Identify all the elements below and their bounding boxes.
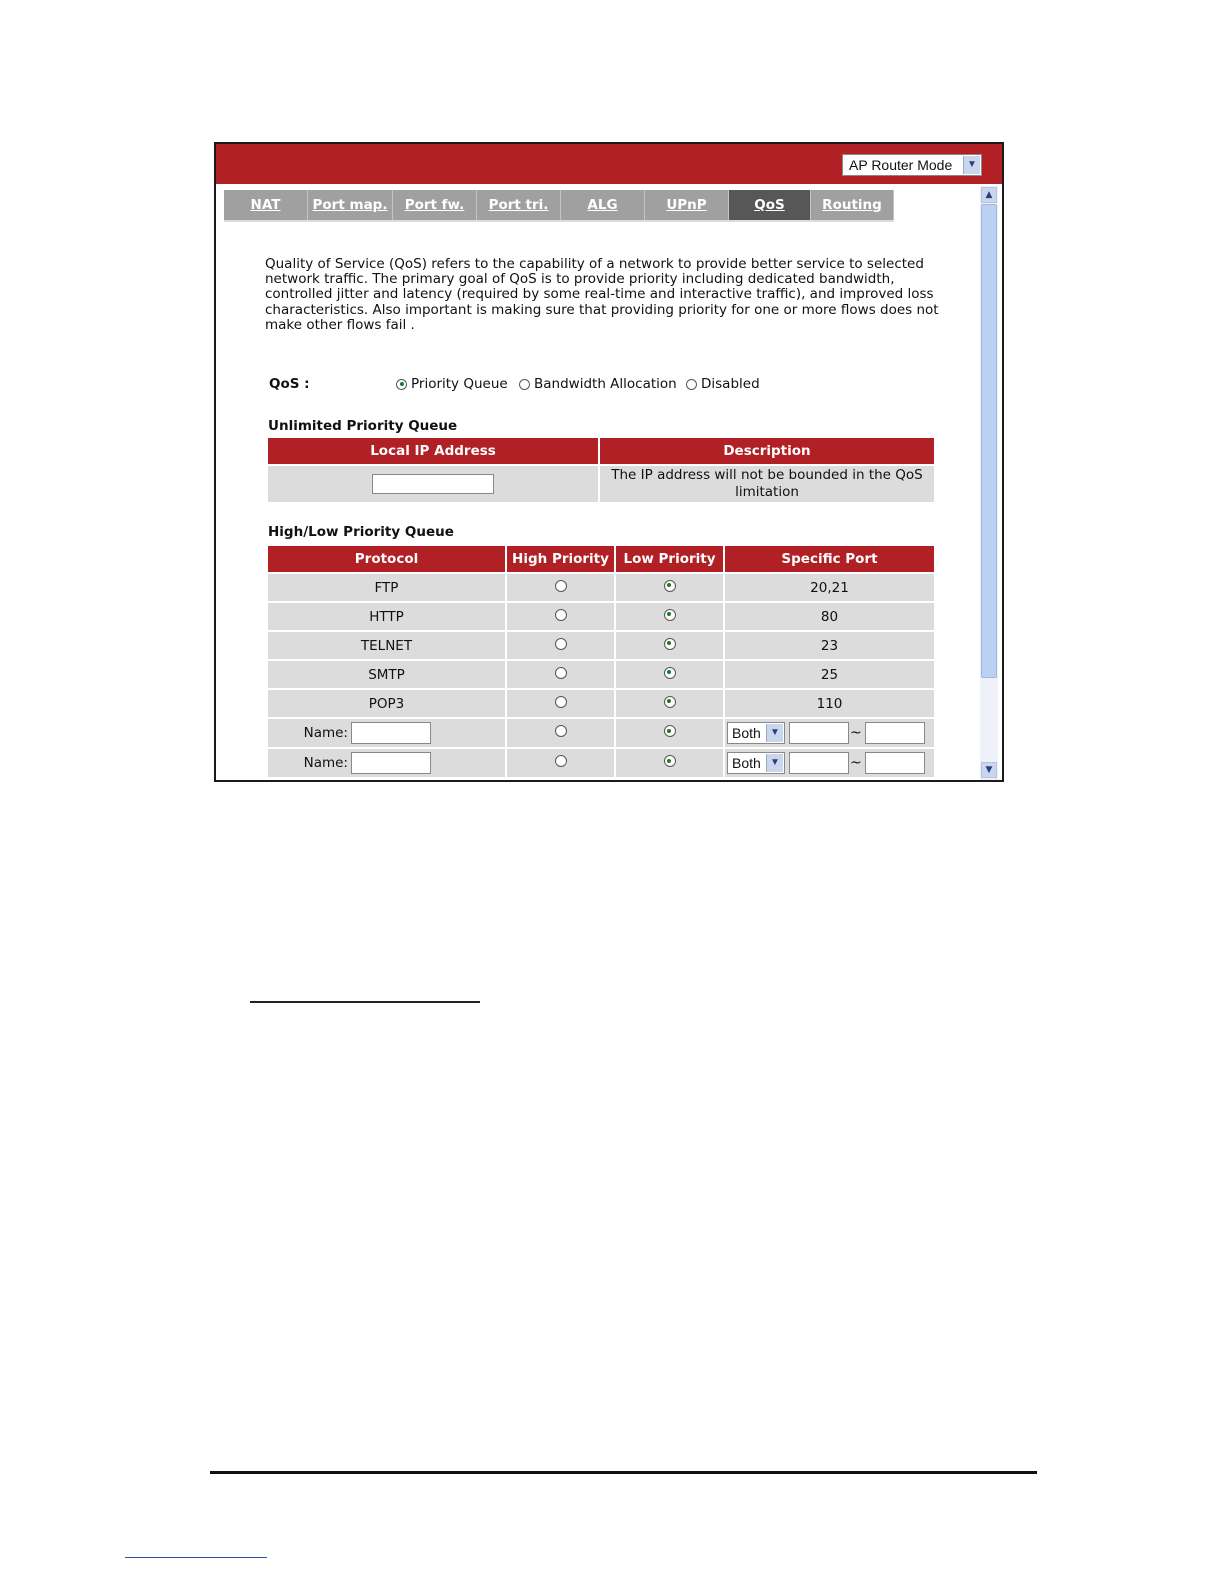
hilo-queue-title: High/Low Priority Queue <box>268 524 454 540</box>
custom-table-row <box>268 749 934 777</box>
protocol-cell: SMTP <box>268 661 505 688</box>
protocol-cell: FTP <box>268 574 505 601</box>
protocol-cell: POP3 <box>268 690 505 717</box>
scroll-down-icon[interactable]: ▼ <box>981 762 997 778</box>
unlimited-queue-table <box>266 436 936 504</box>
mode-select[interactable] <box>842 154 982 176</box>
scroll-thumb[interactable] <box>981 204 997 678</box>
protocol-cell: TELNET <box>268 632 505 659</box>
chevron-down-icon: ▼ <box>963 156 980 174</box>
tab-alg[interactable]: ALG <box>561 190 645 220</box>
col-local-ip: Local IP Address <box>268 438 598 464</box>
name-label: Name: <box>303 725 348 741</box>
table-row <box>268 632 934 659</box>
header-bar <box>216 144 1002 184</box>
radio-disabled[interactable] <box>686 379 697 390</box>
qos-option-disabled[interactable] <box>686 376 760 392</box>
tab-nat[interactable]: NAT <box>224 190 308 220</box>
high-priority-cell <box>507 632 614 659</box>
tab-underline <box>224 220 894 222</box>
tab-port-fw[interactable]: Port fw. <box>393 190 477 220</box>
high-priority-radio[interactable] <box>555 725 567 737</box>
high-priority-cell <box>507 603 614 630</box>
high-priority-radio[interactable] <box>555 667 567 679</box>
qos-description: Quality of Service (QoS) refers to the capability of a network to provide better service to selected network traffic. The primary goal of QoS is to provide priority including dedicated bandwidth, controlled jitter and latency (required by some real-time and interactive traffic), and improved loss characteristics. Also important is making sure that providing priority for one or more flows does not make other flows fail . <box>265 256 939 333</box>
low-priority-radio[interactable] <box>664 580 676 592</box>
low-priority-radio[interactable] <box>664 696 676 708</box>
port-range-separator: ~ <box>850 755 862 771</box>
port-cell: 20,21 <box>725 574 934 601</box>
high-priority-radio[interactable] <box>555 580 567 592</box>
port-type-select[interactable] <box>727 722 785 744</box>
mode-select-value: AP Router Mode <box>849 157 953 173</box>
low-priority-cell <box>616 603 723 630</box>
qos-option-label: Priority Queue <box>411 376 508 392</box>
tab-qos[interactable]: QoS <box>729 190 811 220</box>
low-priority-radio[interactable] <box>664 725 676 737</box>
table-row <box>268 603 934 630</box>
low-priority-cell <box>616 690 723 717</box>
col-specific-port: Specific Port <box>725 546 934 572</box>
low-priority-radio[interactable] <box>664 609 676 621</box>
col-protocol: Protocol <box>268 546 505 572</box>
qos-label: QoS : <box>269 376 310 392</box>
port-type-value: Both <box>732 755 761 771</box>
col-high-priority: High Priority <box>507 546 614 572</box>
router-config-window <box>214 142 1004 782</box>
custom-table-row <box>268 719 934 747</box>
qos-option-label: Disabled <box>701 376 760 392</box>
port-type-select[interactable] <box>727 752 785 774</box>
port-cell: 80 <box>725 603 934 630</box>
table-row <box>268 574 934 601</box>
footer-link-underline <box>125 1557 267 1558</box>
scroll-up-icon[interactable]: ▲ <box>981 187 997 203</box>
col-description: Description <box>600 438 934 464</box>
port-end-input[interactable] <box>865 722 925 744</box>
footer-rule <box>210 1471 1037 1474</box>
unlimited-description: The IP address will not be bounded in the QoS limitation <box>600 466 934 502</box>
high-priority-radio[interactable] <box>555 638 567 650</box>
low-priority-cell <box>616 719 723 747</box>
custom-name-cell <box>268 749 505 777</box>
high-priority-radio[interactable] <box>555 609 567 621</box>
qos-option-priority-queue[interactable] <box>396 376 508 392</box>
tab-upnp[interactable]: UPnP <box>645 190 729 220</box>
port-start-input[interactable] <box>789 722 849 744</box>
custom-port-cell <box>725 749 934 777</box>
name-label: Name: <box>303 755 348 771</box>
tab-port-map[interactable]: Port map. <box>308 190 393 220</box>
low-priority-radio[interactable] <box>664 755 676 767</box>
local-ip-cell <box>268 466 598 502</box>
port-cell: 23 <box>725 632 934 659</box>
port-range-separator: ~ <box>850 725 862 741</box>
custom-name-input[interactable] <box>351 752 431 774</box>
unlimited-queue-title: Unlimited Priority Queue <box>268 418 458 434</box>
chevron-down-icon: ▼ <box>766 724 783 742</box>
low-priority-cell <box>616 574 723 601</box>
custom-port-cell <box>725 719 934 747</box>
custom-name-cell <box>268 719 505 747</box>
qos-option-bandwidth-allocation[interactable] <box>519 376 677 392</box>
qos-option-label: Bandwidth Allocation <box>534 376 677 392</box>
radio-bandwidth-allocation[interactable] <box>519 379 530 390</box>
tab-port-tri[interactable]: Port tri. <box>477 190 561 220</box>
section-rule <box>250 1001 480 1003</box>
local-ip-input[interactable] <box>372 474 494 494</box>
high-priority-radio[interactable] <box>555 755 567 767</box>
protocol-cell: HTTP <box>268 603 505 630</box>
low-priority-cell <box>616 749 723 777</box>
custom-name-input[interactable] <box>351 722 431 744</box>
chevron-down-icon: ▼ <box>766 754 783 772</box>
port-cell: 110 <box>725 690 934 717</box>
table-row <box>268 690 934 717</box>
qos-mode-row <box>269 374 869 394</box>
port-cell: 25 <box>725 661 934 688</box>
tab-bar <box>224 190 894 220</box>
high-priority-cell <box>507 661 614 688</box>
tab-routing[interactable]: Routing <box>811 190 894 220</box>
port-end-input[interactable] <box>865 752 925 774</box>
high-priority-cell <box>507 749 614 777</box>
port-start-input[interactable] <box>789 752 849 774</box>
low-priority-cell <box>616 632 723 659</box>
hilo-queue-table <box>266 544 936 779</box>
radio-priority-queue[interactable] <box>396 379 407 390</box>
low-priority-cell <box>616 661 723 688</box>
vertical-scrollbar[interactable] <box>980 186 998 780</box>
high-priority-radio[interactable] <box>555 696 567 708</box>
col-low-priority: Low Priority <box>616 546 723 572</box>
low-priority-radio[interactable] <box>664 667 676 679</box>
high-priority-cell <box>507 574 614 601</box>
port-type-value: Both <box>732 725 761 741</box>
table-row <box>268 661 934 688</box>
low-priority-radio[interactable] <box>664 638 676 650</box>
high-priority-cell <box>507 690 614 717</box>
high-priority-cell <box>507 719 614 747</box>
